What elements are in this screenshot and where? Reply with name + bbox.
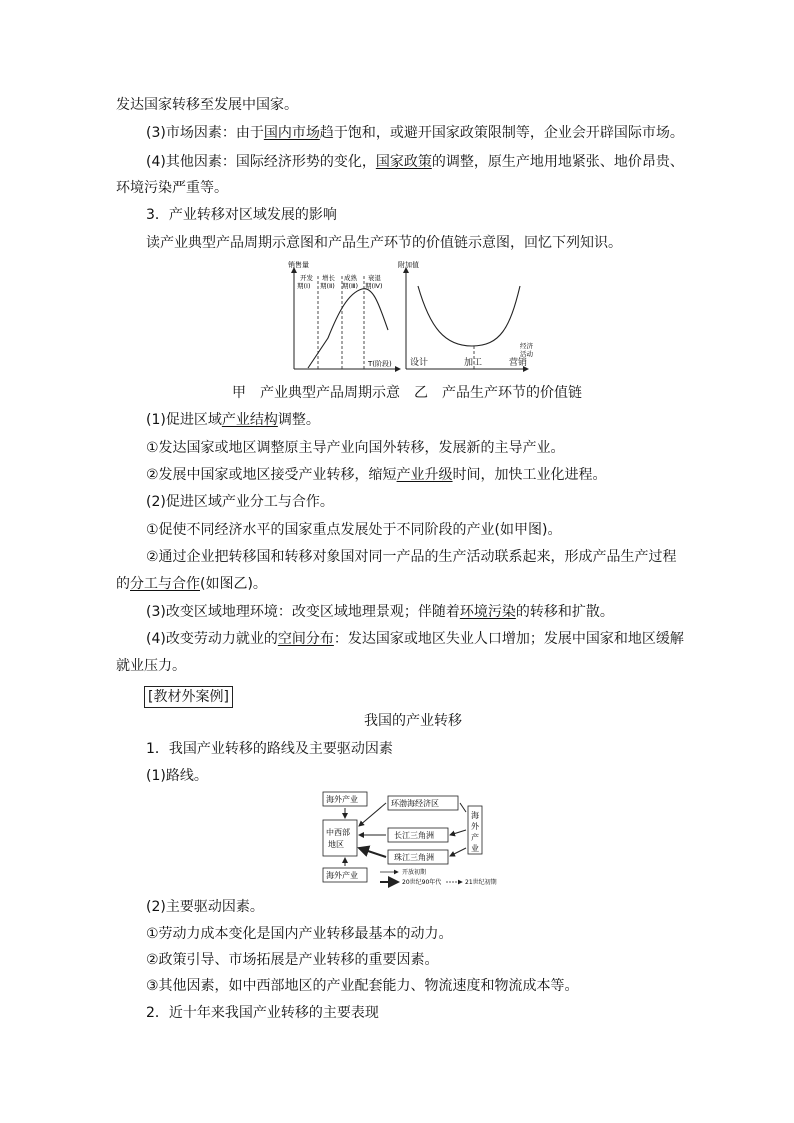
text-run: 时间，加快工业化进程。 (452, 467, 607, 483)
box-label: 珠江三角洲 (394, 853, 434, 862)
underlined-term: 国家政策 (375, 154, 432, 170)
right-xlabel: 经济 (520, 342, 533, 350)
route-arrow (359, 848, 386, 857)
box-label: 环渤海经济区 (391, 799, 439, 808)
paragraph-line (146, 629, 684, 649)
box-label: 业 (471, 844, 479, 853)
text-run: (3)市场因素：由于 (146, 125, 264, 141)
text-run: (1)促进区域 (146, 412, 222, 428)
paragraph-line: ②政策引导、市场拓展是产业转移的重要因素。 (146, 952, 439, 968)
box-label: 地区 (328, 840, 344, 849)
paragraph-line (146, 123, 684, 143)
text-run: (4)其他因素：国际经济形势的变化， (146, 154, 376, 170)
text-run: ②发展中国家或地区接受产业转移，缩短 (146, 467, 397, 483)
legend-label: 20世纪90年代 (402, 879, 442, 886)
paragraph-line (146, 152, 684, 172)
legend-label: 21世纪初期 (465, 879, 497, 886)
route-arrow (450, 848, 466, 856)
box-label: 海 (471, 811, 479, 820)
tick-label: 营销 (509, 358, 528, 368)
stage-label: 期(Ⅰ) (297, 282, 311, 290)
box-label: 海外产业 (326, 871, 358, 880)
paragraph-line: 环境污染严重等。 (116, 180, 228, 196)
text-run: 调整。 (277, 412, 320, 428)
route-arrow (460, 803, 466, 812)
paragraph-line: (1)路线。 (146, 768, 208, 784)
box-label: 中西部 (326, 828, 350, 837)
paragraph-line (146, 410, 320, 430)
right-ylabel: 附加值 (398, 261, 419, 269)
legend-label: 开放初期 (402, 869, 427, 876)
text-run: 趋于饱和，或避开国家政策限制等，企业会开辟国际市场。 (319, 125, 684, 141)
case-title: 我国的产业转移 (364, 713, 462, 729)
stage-label: 期(Ⅲ) (342, 282, 359, 290)
stage-label: 衰退 (368, 274, 381, 282)
route-arrow (359, 803, 386, 826)
box-label: 产 (471, 833, 479, 842)
text-run: (如图乙)。 (200, 576, 267, 592)
tick-label: 加工 (464, 358, 483, 368)
route-arrow (450, 830, 466, 835)
underlined-term: 产业结构 (221, 412, 278, 428)
paragraph-line: 就业压力。 (116, 658, 186, 674)
paragraph-line (116, 574, 267, 594)
paragraph-line: (2)主要驱动因素。 (146, 899, 264, 915)
text-run: ：发达国家或地区失业人口增加；发展中国家和地区缓解 (333, 631, 684, 647)
text-run: 的调整，原生产地用地紧张、地价昂贵、 (431, 154, 684, 170)
underlined-term: 空间分布 (277, 631, 334, 647)
box-label: 外 (471, 822, 479, 831)
stage-label: 增长 (322, 274, 335, 282)
paragraph-line (146, 602, 614, 622)
underlined-term: 产业升级 (396, 467, 453, 483)
left-ylabel: 销售量 (288, 261, 309, 269)
text-run: (4)改变劳动力就业的 (146, 631, 278, 647)
stage-label: 期(Ⅱ) (320, 282, 335, 290)
paragraph-line: 发达国家转移至发展中国家。 (116, 97, 298, 113)
text-run: 的 (116, 576, 130, 592)
figure-caption: 甲 产业典型产品周期示意 乙 产品生产环节的价值链 (232, 385, 582, 401)
paragraph-line: ①发达国家或地区调整原主导产业向国外转移，发展新的主导产业。 (146, 440, 565, 456)
case-tag: [教材外案例] (144, 686, 233, 708)
underlined-term: 国内市场 (263, 125, 320, 141)
section-heading: 2．近十年来我国产业转移的主要表现 (146, 1005, 379, 1021)
text-run: (3)改变区域地理环境：改变区域地理景观；伴随着 (146, 604, 460, 620)
central-west-box (323, 820, 357, 856)
stage-label: 期(Ⅳ) (365, 282, 383, 290)
section-heading: 1．我国产业转移的路线及主要驱动因素 (146, 741, 393, 757)
box-label: 长江三角洲 (394, 831, 434, 840)
figure-product-cycle-and-value-chain (280, 258, 533, 378)
paragraph-line: ①劳动力成本变化是国内产业转移最基本的动力。 (146, 926, 453, 942)
text-run: 的转移和扩散。 (515, 604, 614, 620)
underlined-term: 分工与合作 (130, 576, 200, 592)
right-xlabel: 活动 (520, 350, 533, 358)
box-label: 海外产业 (326, 795, 358, 804)
sales-curve (308, 289, 388, 368)
stage-label: 开发 (300, 274, 313, 282)
paragraph-line: 读产业典型产品周期示意图和产品生产环节的价值链示意图，回忆下列知识。 (146, 235, 622, 251)
paragraph-line (146, 465, 607, 485)
figure-industry-transfer-route (318, 790, 498, 890)
left-xlabel: T(阶段) (368, 360, 392, 368)
paragraph-line: ①促使不同经济水平的国家重点发展处于不同阶段的产业(如甲图)。 (146, 522, 562, 538)
paragraph-line: ②通过企业把转移国和转移对象国对同一产品的生产活动联系起来，形成产品生产过程 (146, 549, 677, 565)
section-heading: 3．产业转移对区域发展的影响 (146, 207, 337, 223)
paragraph-line: (2)促进区域产业分工与合作。 (146, 494, 334, 510)
underlined-term: 环境污染 (459, 604, 516, 620)
tick-label: 设计 (410, 358, 429, 368)
value-chain-curve (418, 286, 520, 346)
paragraph-line: ③其他因素，如中西部地区的产业配套能力、物流速度和物流成本等。 (146, 978, 579, 994)
stage-label: 成熟 (344, 274, 357, 282)
